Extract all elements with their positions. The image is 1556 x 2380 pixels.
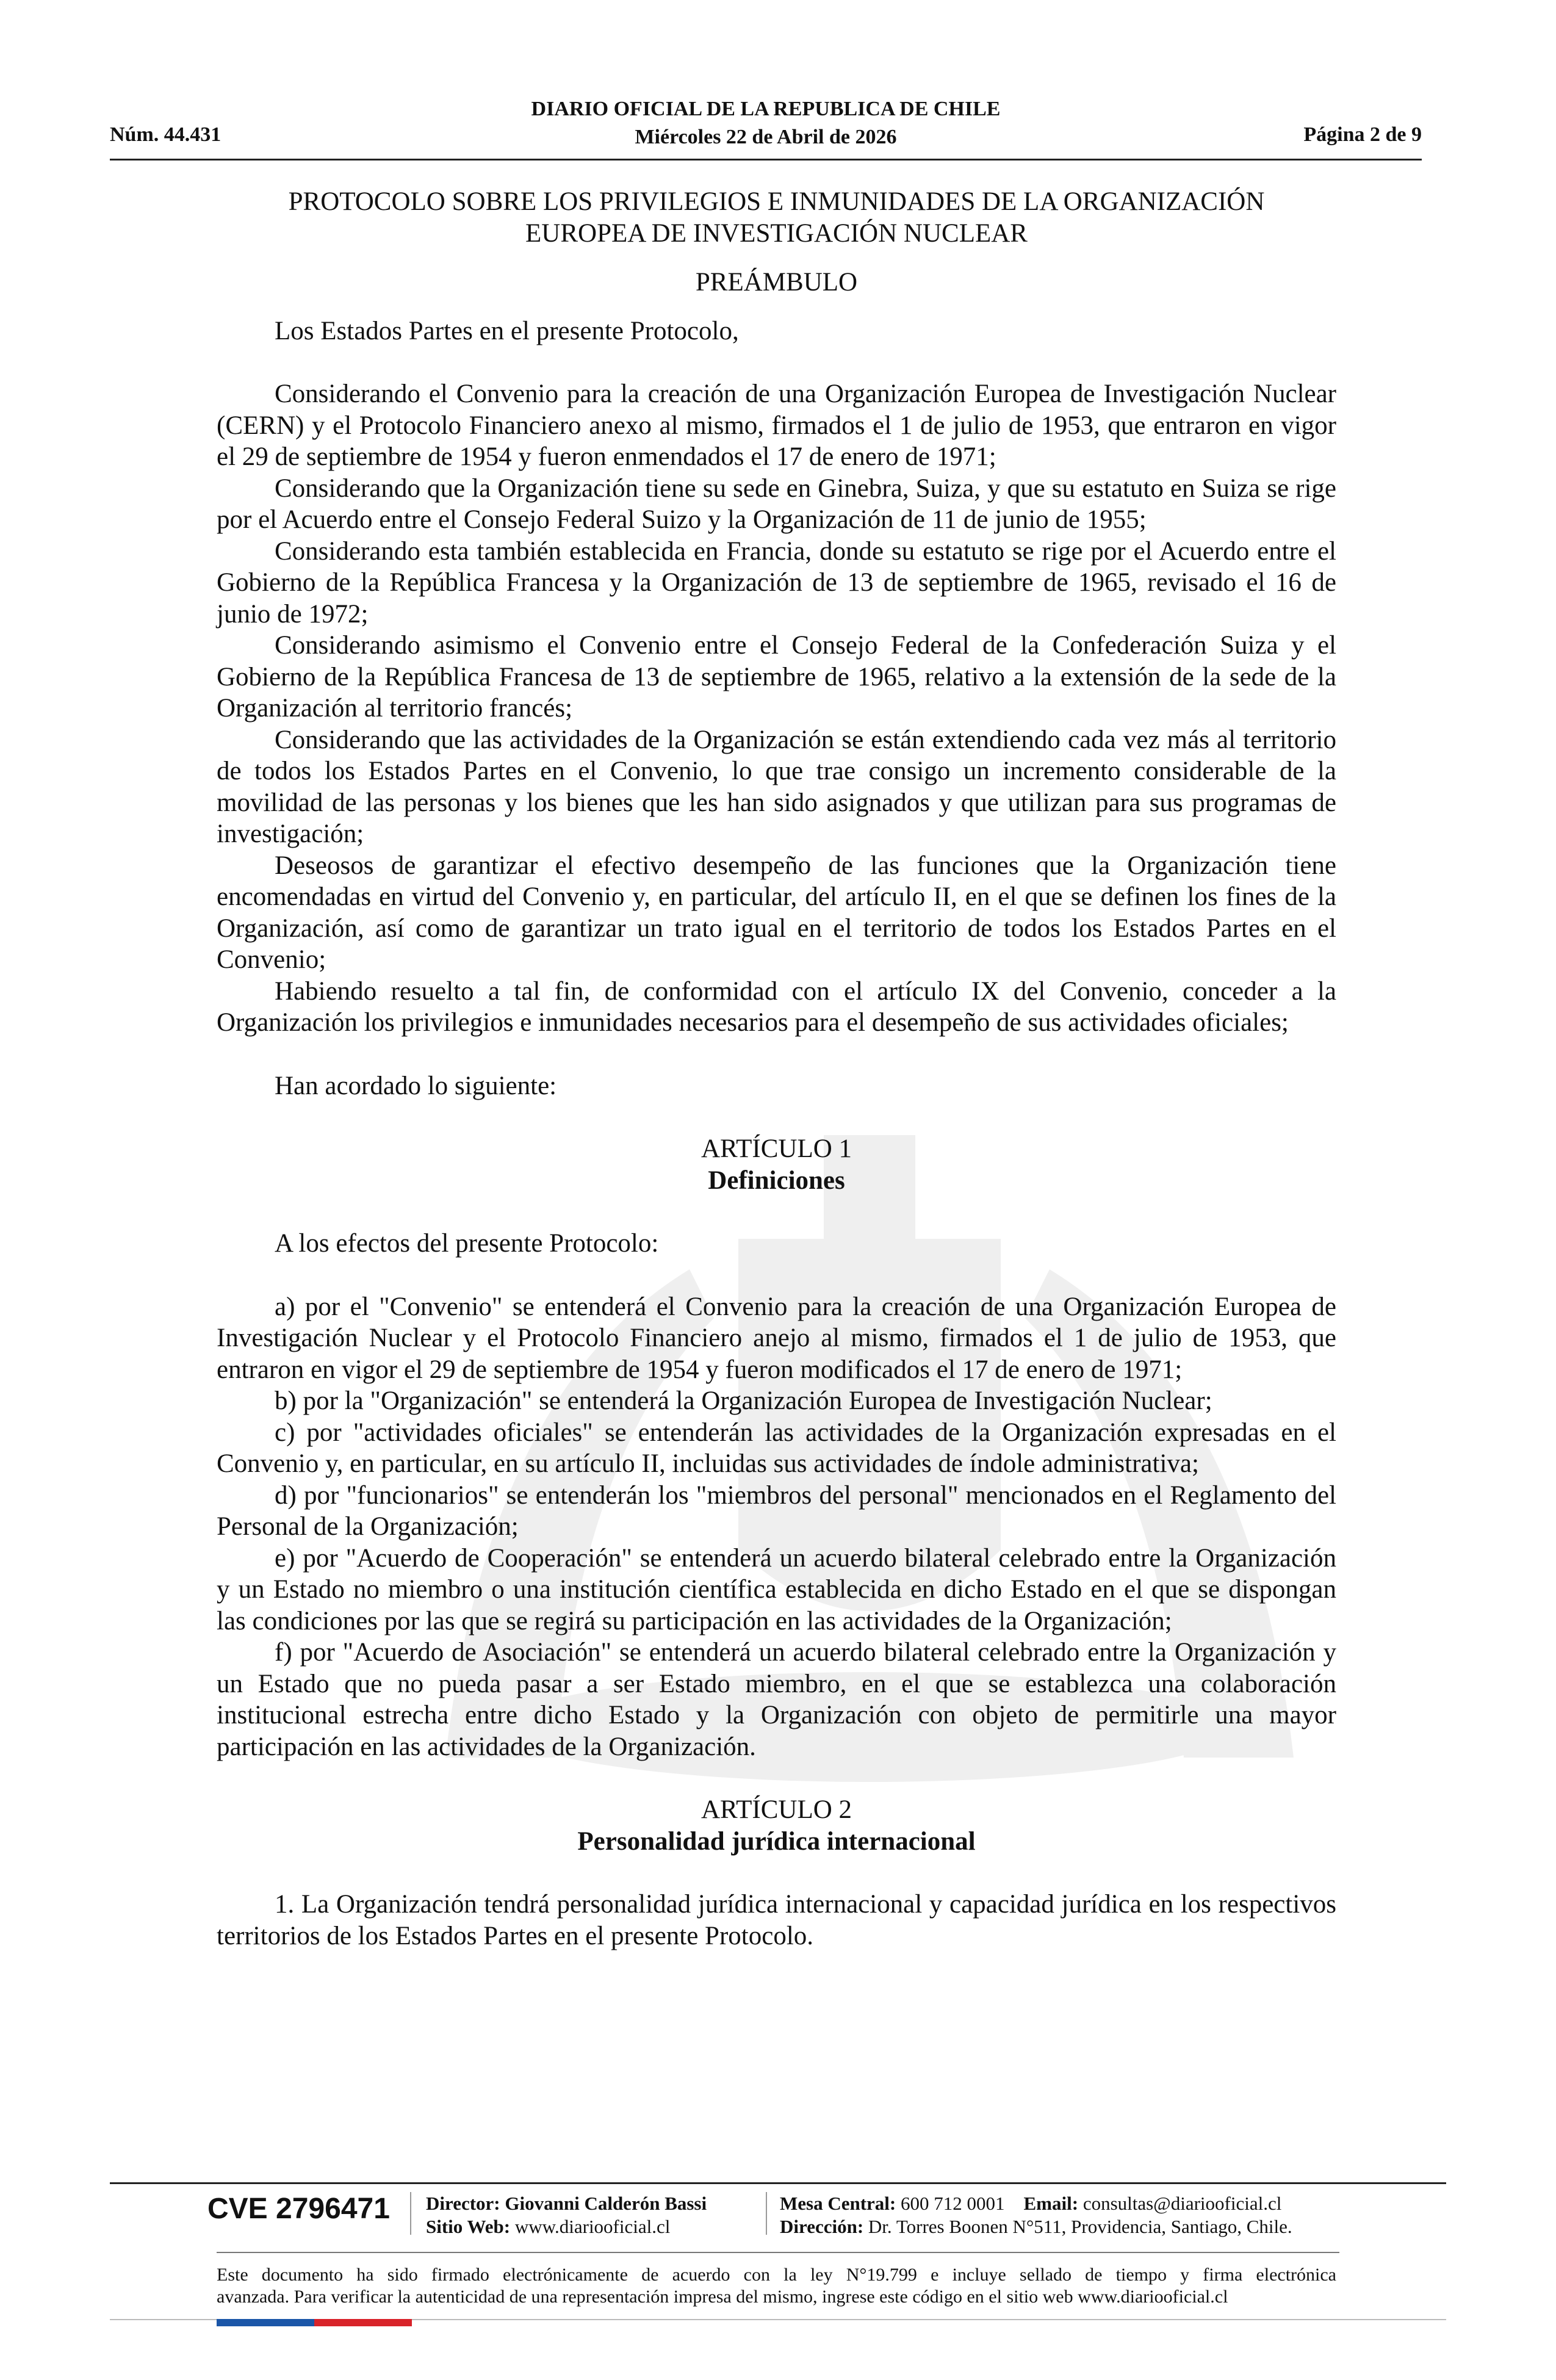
preamble-paragraph: Considerando esta también establecida en Francia, donde su estatuto se rige por el Acuerdo entre el Gobierno de la República Francesa y la Organización de 13 de septiembre de 1965, revisado el 16 de junio de 1972; [217, 536, 1336, 629]
article1-heading: ARTÍCULO 1 [701, 1134, 852, 1163]
article1-intro: A los efectos del presente Protocolo: [275, 1229, 659, 1258]
preamble-paragraph: Deseosos de garantizar el efectivo desempeño de las funciones que la Organización tiene encomendadas en virtud del Convenio y, en particular, del artículo II, en el que se definen los fines de la Organización, así como de garantizar un trato igual en el territorio de todos los Estados Partes en el Convenio; [217, 851, 1336, 974]
document-body [217, 186, 1336, 1952]
preamble-paragraph: Considerando el Convenio para la creación de una Organización Europea de Investigación Nuclear (CERN) y el Protocolo Financiero anexo al mismo, firmados el 1 de julio de 1953, que entraron en vigor el 29 de septiembre de 1954 y fueron enmendados el 17 de enero de 1971; [217, 380, 1336, 471]
mesa-phone: 600 712 0001 [901, 2193, 1005, 2214]
site-label: Sitio Web: [426, 2216, 511, 2237]
flag-color-bar [217, 2319, 412, 2326]
preamble-paragraph: Habiendo resuelto a tal fin, de conformidad con el artículo IX del Convenio, conceder a la Organización los privilegios e inmunidades necesarios para el desempeño de sus actividades oficiales; [217, 976, 1336, 1037]
publication-masthead [110, 95, 1422, 151]
document-title-line2: EUROPEA DE INVESTIGACIÓN NUCLEAR [525, 219, 1028, 248]
definition-item: b) por la "Organización" se entenderá la Organización Europea de Investigación Nuclear; [275, 1387, 1212, 1415]
article2-title: Personalidad jurídica internacional [577, 1826, 976, 1856]
article2-paragraph: 1. La Organización tendrá personalidad jurídica internacional y capacidad jurídica en los respectivos territorios de los Estados Partes en el presente Protocolo. [217, 1890, 1336, 1950]
email-label: Email: [1023, 2193, 1079, 2214]
page-header [110, 92, 1422, 160]
preamble-heading: PREÁMBULO [695, 268, 858, 297]
mesa-label: Mesa Central: [780, 2193, 896, 2214]
address-label: Dirección: [780, 2216, 864, 2237]
publication-date: Miércoles 22 de Abril de 2026 [635, 126, 897, 148]
cve-code: CVE 2796471 [207, 2193, 390, 2225]
footer-note-line1: Este documento ha sido firmado electrónicamente de acuerdo con la ley N°19.799 e incluye sellado de tiempo y firma electrónica [217, 2265, 1336, 2285]
footer-contact-block [780, 2192, 1292, 2238]
publication-title: DIARIO OFICIAL DE LA REPUBLICA DE CHILE [531, 98, 1001, 120]
address-value: Dr. Torres Boonen N°511, Providencia, Santiago, Chile. [868, 2216, 1292, 2237]
footer-separator [410, 2192, 411, 2235]
director-name: Giovanni Calderón Bassi [505, 2193, 707, 2214]
preamble-paragraph: Considerando que la Organización tiene su sede en Ginebra, Suiza, y que su estatuto en Suiza se rige por el Acuerdo entre el Consejo Federal Suizo y la Organización de 11 de junio de 1955; [217, 474, 1336, 534]
flag-blue-segment [217, 2319, 314, 2326]
preamble-intro: Los Estados Partes en el presente Protocolo, [275, 316, 739, 345]
article2-heading: ARTÍCULO 2 [701, 1795, 852, 1824]
document-title-line1: PROTOCOLO SOBRE LOS PRIVILEGIOS E INMUNIDADES DE LA ORGANIZACIÓN [288, 187, 1265, 216]
footer-separator [766, 2192, 767, 2235]
definition-item: c) por "actividades oficiales" se entenderán las actividades de la Organización expresadas en el Convenio y, en particular, en su artículo II, incluidas sus actividades de índole administrativa; [217, 1418, 1336, 1478]
footer-divider-thin [217, 2252, 1339, 2253]
definition-item: e) por "Acuerdo de Cooperación" se entenderá un acuerdo bilateral celebrado entre la Organización y un Estado no miembro o una institución científica establecida en dicho Estado en el que se dispongan las condiciones por las que se regirá su participación en las actividades de la Organización; [217, 1543, 1336, 1635]
preamble-paragraph: Considerando asimismo el Convenio entre el Consejo Federal de la Confederación Suiza y el Gobierno de la República Francesa de 13 de septiembre de 1965, relativo a la extensión de la sede de la Organización al territorio francés; [217, 631, 1336, 723]
agreement-statement: Han acordado lo siguiente: [275, 1071, 557, 1100]
footer-note-line2: avanzada. Para verificar la autenticidad de una representación impresa del mismo, ingrese este código en el sitio web www.diariooficial.cl [217, 2287, 1228, 2307]
footer-divider [110, 2182, 1446, 2184]
site-link[interactable]: www.diariooficial.cl [514, 2216, 671, 2237]
email-link[interactable]: consultas@diariooficial.cl [1082, 2193, 1282, 2214]
page-number: Página 2 de 9 [1303, 123, 1422, 146]
preamble-paragraph: Considerando que las actividades de la Organización se están extendiendo cada vez más al territorio de todos los Estados Partes en el Convenio, lo que trae consigo un incremento considerable de la movilidad de las personas y los bienes que les han sido asignados y que utilizan para sus programas de investigación; [217, 725, 1336, 848]
definition-item: a) por el "Convenio" se entenderá el Convenio para la creación de una Organización Europea de Investigación Nuclear y el Protocolo Financiero anejo al mismo, firmados el 1 de julio de 1953, que entraron en vigor el 29 de septiembre de 1954 y fueron modificados el 17 de enero de 1971; [217, 1292, 1336, 1384]
article1-title: Definiciones [708, 1166, 845, 1195]
definition-item: f) por "Acuerdo de Asociación" se entenderá un acuerdo bilateral celebrado entre la Organización y un Estado que no pueda pasar a ser Estado miembro, en el que se establezca una colaboración institucional estrecha entre dicho Estado y la Organización con objeto de permitirle una mayor participación en las actividades de la Organización. [217, 1638, 1336, 1761]
director-label: Director: [426, 2193, 500, 2214]
definition-item: d) por "funcionarios" se entenderán los "miembros del personal" mencionados en el Reglamento del Personal de la Organización; [217, 1480, 1336, 1541]
flag-red-segment [314, 2319, 412, 2326]
issue-number: Núm. 44.431 [110, 123, 222, 146]
footer-director-block [426, 2192, 707, 2238]
